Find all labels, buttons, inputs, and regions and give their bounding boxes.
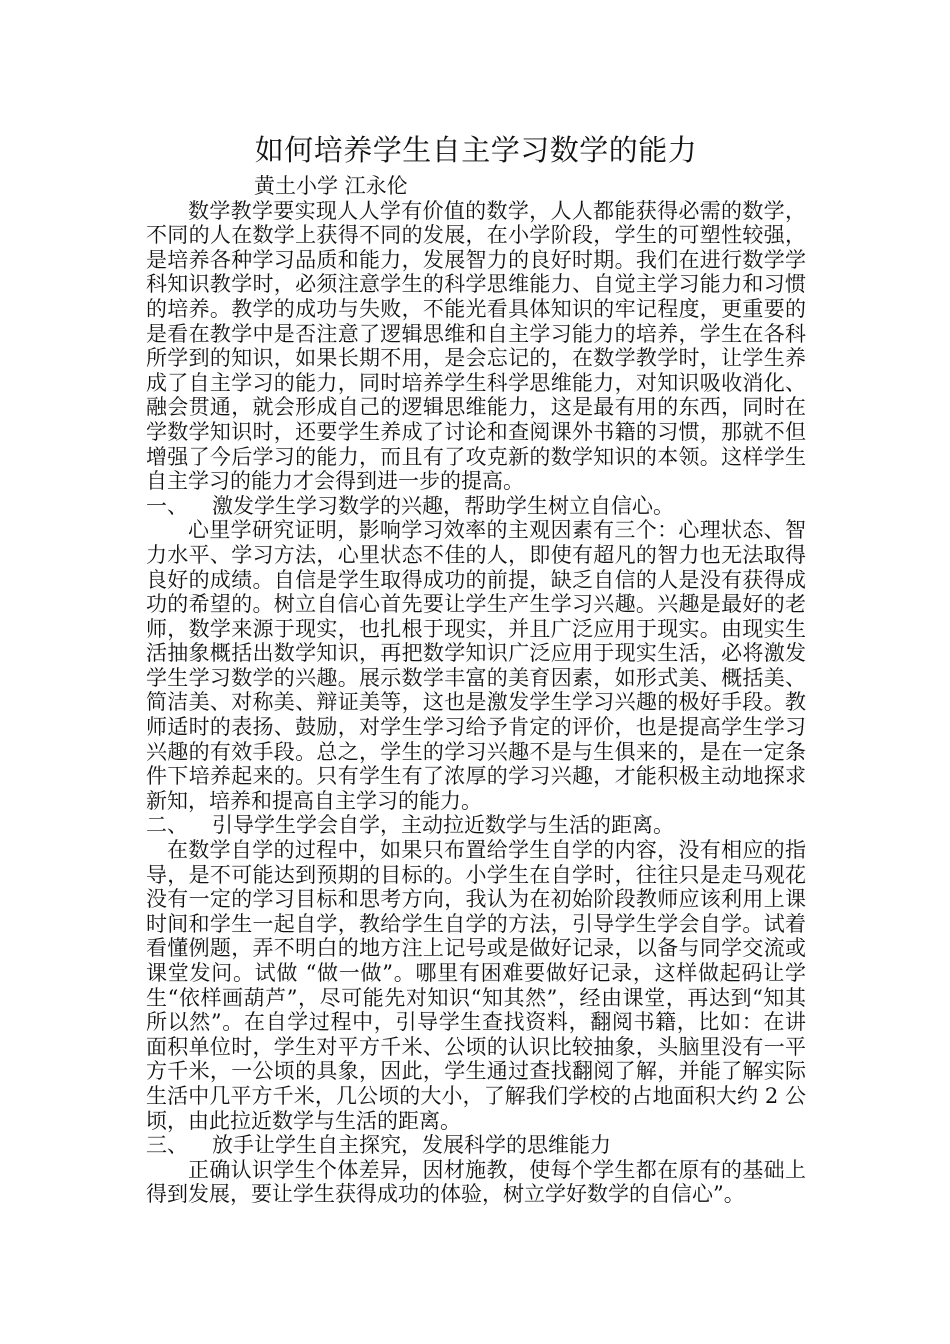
author-line: 黄土小学 江永伦 bbox=[254, 174, 408, 198]
section-body-2: 在数学自学的过程中，如果只布置给学生自学的内容，没有相应的指导，是不可能达到预期的目标的。小学生在自学时，往往只是走马观花没有一定的学习目标和思考方向，我认为在初始阶段教师应该利用上课时间和学生一起自学，教给学生自学的方法，引导学生学会自学。试着看懂例题，弄不明白的地方注上记号或是做好记录，以备与同学交流或课堂发问。试做 “做一做”。哪里有困难要做好记录，这样做起码让学生“依样画葫芦”，尽可能先对知识“知其然”，经由课堂，再达到“知其所以然”。在自学过程中，引导学生查找资料，翻阅书籍，比如：在讲面积单位时，学生对平方千米、公顷的认识比较抽象，头脑里没有一平方千米，一公顷的具象，因此，学生通过查找翻阅了解，并能了解实际生活中几平方千米，几公顷的大小，了解我们学校的占地面积大约 2 公顷，由此拉近数学与生活的距离。 bbox=[146, 838, 806, 1133]
intro-paragraph: 数学教学要实现人人学有价值的数学，人人都能获得必需的数学，不同的人在数学上获得不同的发展，在小学阶段，学生的可塑性较强，是培养各种学习品质和能力，发展智力的良好时期。我们在进行数学学科知识教学时，必须注意学生的科学思维能力、自觉主学习能力和习惯的培养。教学的成功与失败，不能光看具体知识的牢记程度，更重要的是看在教学中是否注意了逻辑思维和自主学习能力的培养，学生在各科所学到的知识，如果长期不用，是会忘记的，在数学教学时，让学生养成了自主学习的能力，同时培养学生科学思维能力，对知识吸收消化、融会贯通，就会形成自己的逻辑思维能力，这是最有用的东西，同时在学数学知识时，还要学生养成了讨论和查阅课外书籍的习惯，那就不但增强了今后学习的能力，而且有了攻克新的数学知识的本领。这样学生自主学习的能力才会得到进一步的提高。 bbox=[146, 198, 806, 494]
section-heading-2 bbox=[146, 813, 806, 838]
document-title: 如何培养学生自主学习数学的能力 bbox=[254, 133, 698, 167]
section-number: 三、 bbox=[146, 1133, 188, 1158]
section-number: 二、 bbox=[146, 813, 188, 838]
document-page bbox=[146, 128, 806, 1207]
section-heading-1 bbox=[146, 494, 806, 519]
section-heading-text: 激发学生学习数学的兴趣，帮助学生树立自信心。 bbox=[212, 493, 674, 518]
section-number: 一、 bbox=[146, 493, 188, 518]
section-heading-text: 放手让学生自主探究，发展科学的思维能力 bbox=[212, 1133, 611, 1158]
section-heading-text: 引导学生学会自学，主动拉近数学与生活的距离。 bbox=[212, 813, 674, 838]
section-heading-3 bbox=[146, 1133, 806, 1158]
section-body-3: 正确认识学生个体差异，因材施教，使每个学生都在原有的基础上得到发展，要让学生获得成功的体验，树立学好数学的自信心”。 bbox=[146, 1157, 806, 1207]
section-body-1: 心里学研究证明，影响学习效率的主观因素有三个：心理状态、智力水平、学习方法，心里状态不佳的人，即使有超凡的智力也无法取得良好的成绩。自信是学生取得成功的前提，缺乏自信的人是没有获得成功的希望的。树立自信心首先要让学生产生学习兴趣。兴趣是最好的老师，数学来源于现实，也扎根于现实，并且广泛应用于现实。由现实生活抽象概括出数学知识，再把数学知识广泛应用于现实生活，必将激发学生学习数学的兴趣。展示数学丰富的美育因素，如形式美、概括美、简洁美、对称美、辩证美等，这也是激发学生学习兴趣的极好手段。教师适时的表扬、鼓励，对学生学习给予肯定的评价，也是提高学生学习兴趣的有效手段。总之，学生的学习兴趣不是与生俱来的，是在一定条件下培养起来的。只有学生有了浓厚的学习兴趣，才能积极主动地探求新知，培养和提高自主学习的能力。 bbox=[146, 518, 806, 813]
